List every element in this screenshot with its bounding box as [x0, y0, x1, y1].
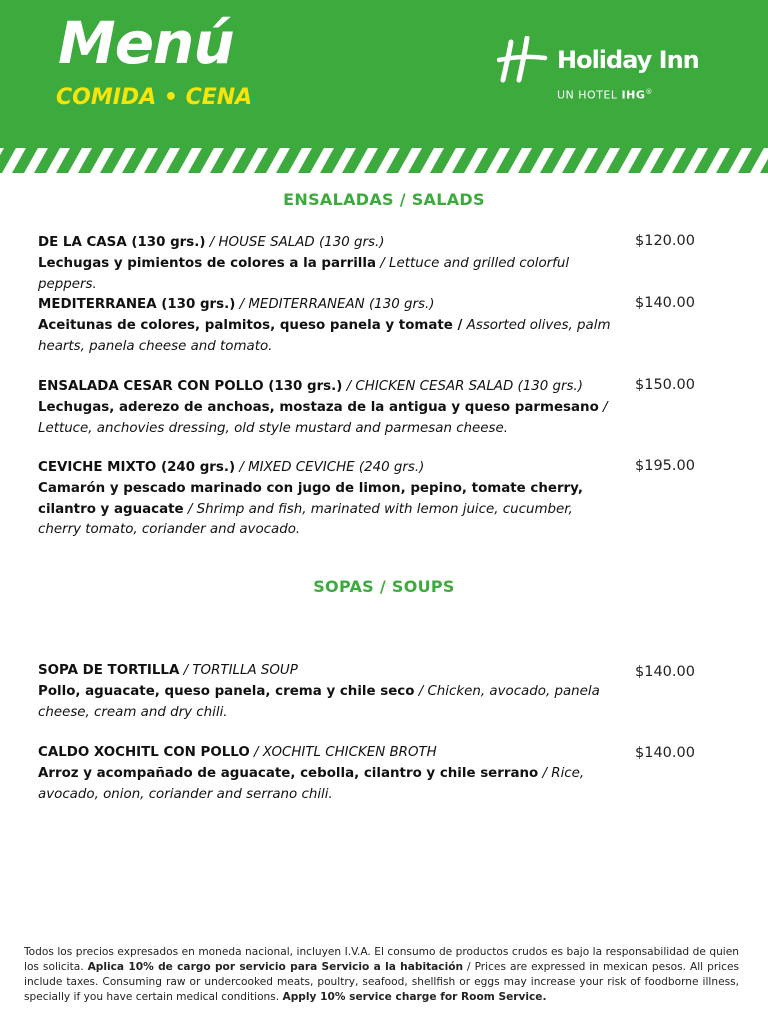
brand-tagline: UN HOTEL IHG®	[557, 88, 653, 102]
holiday-inn-h-icon	[497, 36, 549, 84]
menu-item-xochitl-chicken-broth: CALDO XOCHITL CON POLLO / XOCHITL CHICKEN BROTH Arroz y acompañado de aguacate, cebolla, cilantro y chile serrano / Rice, avocado, onion, coriander and serrano chili.	[38, 745, 585, 802]
menu-subtitle: COMIDA • CENA	[56, 85, 253, 110]
section-title-salads: ENSALADAS / SALADS	[283, 190, 485, 209]
holiday-inn-logo	[497, 36, 737, 106]
price-mediterranean: $140.00	[635, 295, 695, 311]
menu-item-mixed-ceviche: CEVICHE MIXTO (240 grs.) / MIXED CEVICHE (240 grs.) Camarón y pescado marinado con jugo de limon, pepino, tomate cherry, cilantro y aguacate / Shrimp and fish, marinated with lemon juice, cucumber, cherry tomato, coriander and avocado.	[38, 460, 583, 538]
price-mixed-ceviche: $195.00	[635, 458, 695, 474]
brand-name: Holiday Inn	[557, 46, 699, 74]
menu-title: Menú	[58, 9, 234, 77]
header-stripe-band	[0, 148, 768, 173]
price-house-salad: $120.00	[635, 233, 695, 249]
menu-item-mediterranean: MEDITERRANEA (130 grs.) / MEDITERRANEAN (130 grs.) Aceitunas de colores, palmitos, queso panela y tomate / Assorted olives, palm hearts, panela cheese and tomato.	[38, 297, 611, 354]
menu-item-chicken-cesar-salad: ENSALADA CESAR CON POLLO (130 grs.) / CHICKEN CESAR SALAD (130 grs.) Lechugas, aderezo de anchoas, mostaza de la antigua y queso parmesano / Lettuce, anchovies dressing, old style mustard and parmesan cheese.	[38, 379, 608, 436]
pricing-disclaimer: Todos los precios expresados en moneda nacional, incluyen I.V.A. El consumo de productos crudos es bajo la responsabilidad de quien los solicita. Aplica 10% de cargo por servicio para Servicio a la habitación / Prices are expressed in mexican pesos. All prices include taxes. Consuming raw or undercooked meats, poultry, seafood, shellfish or eggs may increase your risk of foodborne illness, specially if you have certain medical conditions. Apply 10% service charge for Room Service.	[24, 946, 739, 1003]
menu-header	[0, 0, 768, 150]
price-chicken-cesar-salad: $150.00	[635, 377, 695, 393]
price-tortilla-soup: $140.00	[635, 664, 695, 680]
section-title-soups: SOPAS / SOUPS	[313, 577, 455, 596]
menu-item-tortilla-soup: SOPA DE TORTILLA / TORTILLA SOUP Pollo, aguacate, queso panela, crema y chile seco / Chicken, avocado, panela cheese, cream and dry chili.	[38, 663, 600, 720]
menu-item-house-salad: DE LA CASA (130 grs.) / HOUSE SALAD (130 grs.) Lechugas y pimientos de colores a la parrilla / Lettuce and grilled colorful peppers.	[38, 235, 570, 292]
price-xochitl-chicken-broth: $140.00	[635, 745, 695, 761]
